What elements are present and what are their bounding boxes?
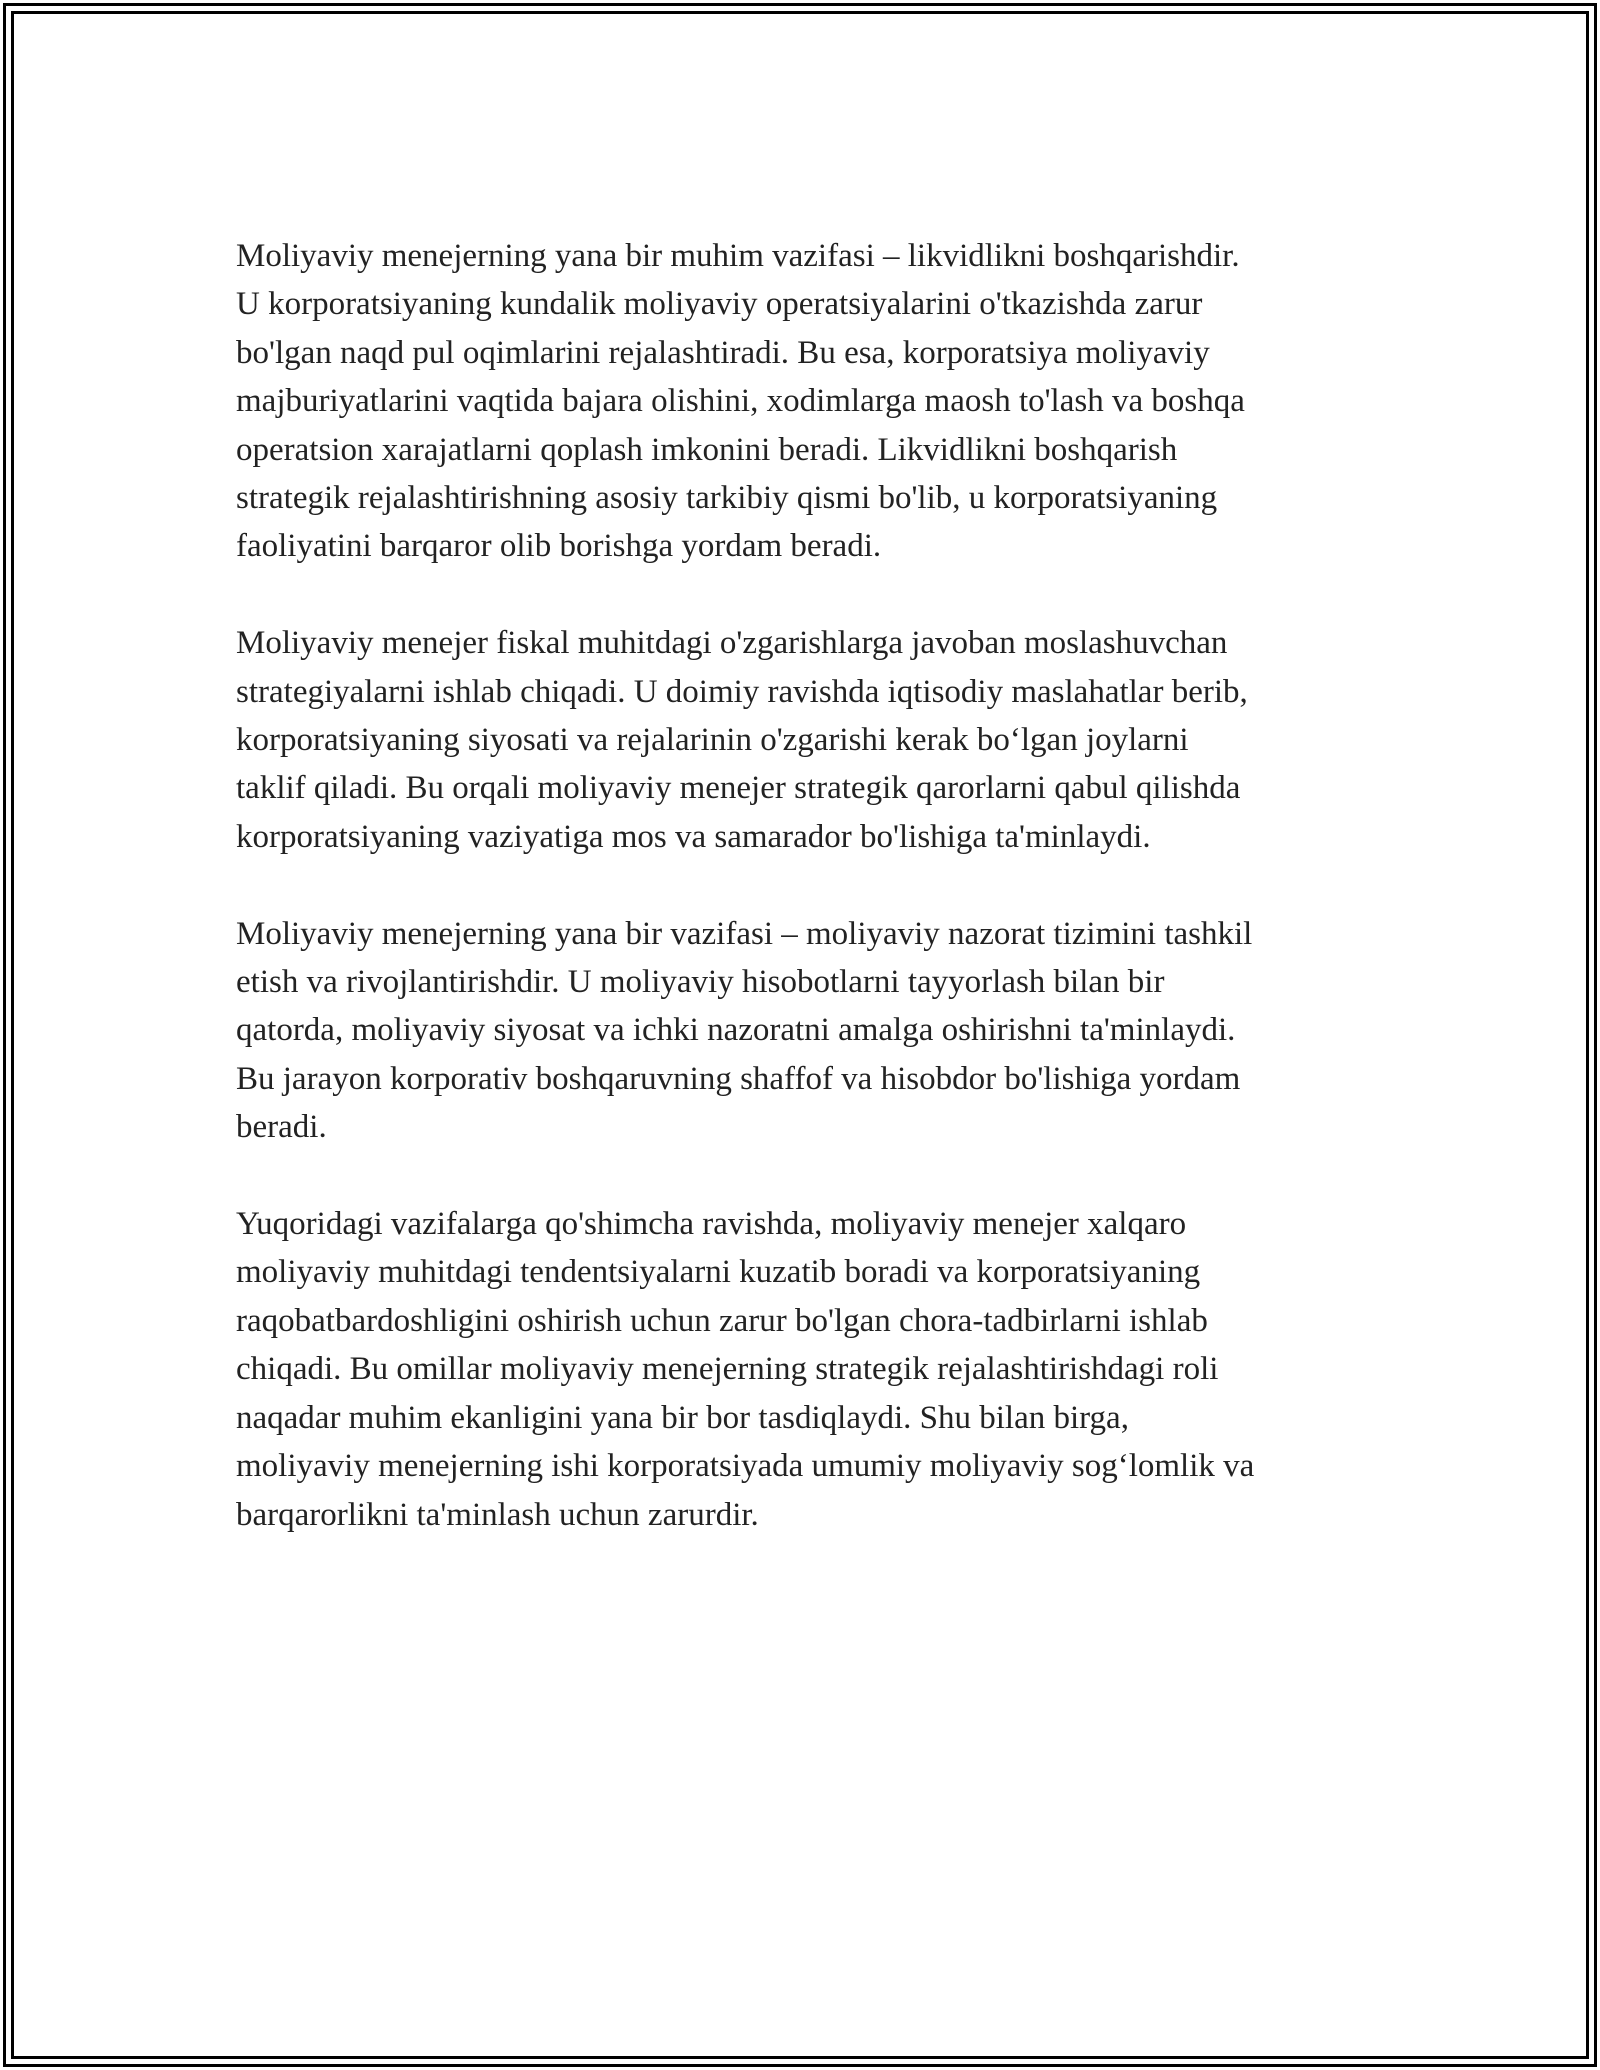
paragraph-flexible-strategies: Moliyaviy menejer fiskal muhitdagi o'zgarishlarga javoban moslashuvchan strategiyalarni ishlab chiqadi. U doimiy ravishda iqtisodiy maslahatlar berib, korporatsiyaning siyosati va rejalarinin o'zgarishi kerak bo‘lgan joylarni taklif qiladi. Bu orqali moliyaviy menejer strategik qarorlarni qabul qilishda korporatsiyaning vaziyatiga mos va samarador bo'lishiga ta'minlaydi.	[236, 625, 1248, 855]
paragraph-international-trends: Yuqoridagi vazifalarga qo'shimcha ravishda, moliyaviy menejer xalqaro moliyaviy muhitdagi tendentsiyalarni kuzatib boradi va korporatsiyaning raqobatbardoshligini oshirish uchun zarur bo'lgan chora-tadbirlarni ishlab chiqadi. Bu omillar moliyaviy menejerning strategik rejalashtirishdagi roli naqadar muhim ekanligini yana bir bor tasdiqlaydi. Shu bilan birga, moliyaviy menejerning ishi korporatsiyada umumiy moliyaviy sog‘lomlik va barqarorlikni ta'minlash uchun zarurdir.	[236, 1206, 1255, 1533]
paragraph-liquidity-management: Moliyaviy menejerning yana bir muhim vazifasi – likvidlikni boshqarishdir. U korporatsiyaning kundalik moliyaviy operatsiyalarini o'tkazishda zarur bo'lgan naqd pul oqimlarini rejalashtiradi. Bu esa, korporatsiya moliyaviy majburiyatlarini vaqtida bajara olishini, xodimlarga maosh to'lash va boshqa operatsion xarajatlarni qoplash imkonini beradi. Likvidlikni boshqarish strategik rejalashtirishning asosiy tarkibiy qismi bo'lib, u korporatsiyaning faoliyatini barqaror olib borishga yordam beradi.	[236, 238, 1245, 565]
document-body	[236, 232, 1386, 1587]
paragraph-financial-control: Moliyaviy menejerning yana bir vazifasi – moliyaviy nazorat tizimini tashkil etish va rivojlantirishdir. U moliyaviy hisobotlarni tayyorlash bilan bir qatorda, moliyaviy siyosat va ichki nazoratni amalga oshirishni ta'minlaydi. Bu jarayon korporativ boshqaruvning shaffof va hisobdor bo'lishiga yordam beradi.	[236, 915, 1253, 1146]
